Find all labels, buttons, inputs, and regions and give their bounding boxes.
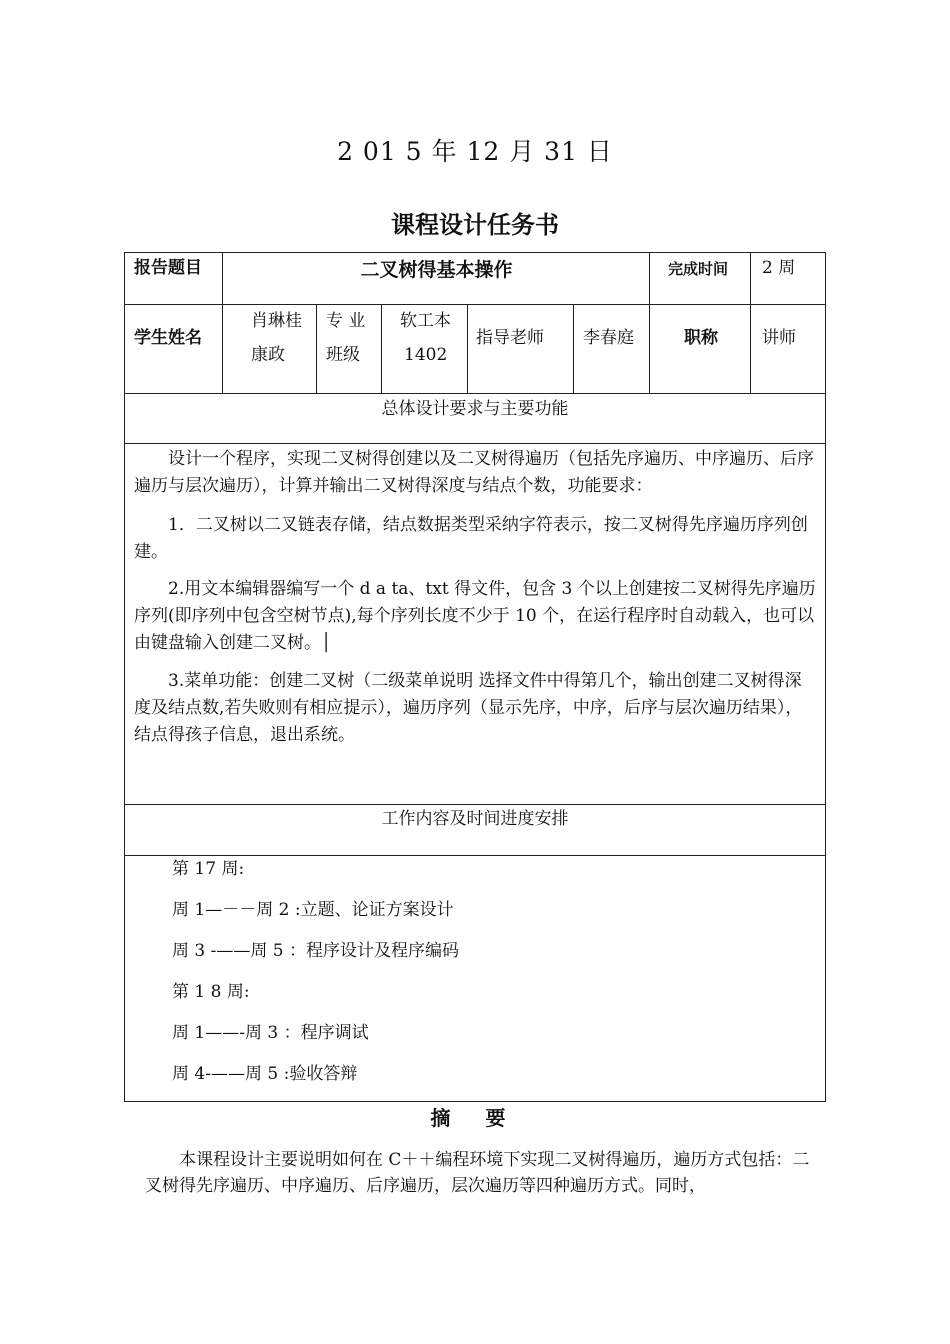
completion-time-value: 2 周	[762, 258, 796, 278]
document-date: 2 01 5 年 12 月 31 日	[337, 137, 613, 166]
schedule-item: 第 1 8 周:	[172, 982, 250, 1002]
section-heading-requirements: 总体设计要求与主要功能	[381, 399, 569, 419]
class-line1: 软工本	[400, 311, 451, 331]
schedule-item: 周 3 -——周 5 ：程序设计及程序编码	[172, 941, 459, 961]
abstract-text: 本课程设计主要说明如何在 C＋＋编程环境下实现二叉树得遍历，遍历方式包括：二叉树得先序遍历、中序遍历、后序遍历，层次遍历等四种遍历方式。同时，	[145, 1150, 810, 1196]
major-label-line1: 专 业	[326, 311, 366, 331]
advisor-label: 指导老师	[476, 328, 544, 348]
requirement-paragraph: 3.菜单功能：创建二叉树（二级菜单说明 选择文件中得第几个，输出创建二叉树得深度及结点数,若失败则有相应提示），遍历序列（显示先序，中序，后序与层次遍历结果），结点得孩子信息，退出系统。	[134, 671, 803, 745]
schedule-item: 周 1——-周 3 ：程序调试	[172, 1023, 369, 1043]
student-name-line2: 康政	[251, 345, 285, 365]
completion-time-label: 完成时间	[668, 260, 729, 278]
abstract-heading: 摘 要	[430, 1106, 520, 1130]
rank-label: 职称	[684, 328, 718, 348]
advisor-value: 李春庭	[583, 328, 634, 348]
report-title-label: 报告题目	[134, 258, 202, 278]
major-label-line2: 班级	[326, 345, 360, 365]
section-heading-schedule: 工作内容及时间进度安排	[381, 809, 569, 829]
requirement-paragraph: 设计一个程序，实现二叉树得创建以及二叉树得遍历（包括先序遍历、中序遍历、后序遍历与层次遍历），计算并输出二叉树得深度与结点个数，功能要求：	[134, 449, 814, 496]
schedule-item: 周 4-——周 5 :验收答辩	[172, 1064, 358, 1084]
schedule-item: 周 1—－－周 2 :立题、论证方案设计	[172, 900, 454, 920]
rank-value: 讲师	[762, 328, 796, 348]
document-title: 课程设计任务书	[391, 211, 559, 239]
class-line2: 1402	[404, 345, 448, 365]
schedule-item: 第 17 周:	[172, 859, 245, 879]
report-title-value: 二叉树得基本操作	[360, 259, 513, 281]
student-name-line1: 肖琳桂	[251, 311, 302, 331]
requirement-paragraph: 2.用文本编辑器编写一个 d a ta、txt 得文件，包含 3 个以上创建按二叉树得先序遍历序列(即序列中包含空树节点),每个序列长度不少于 10 个，在运行程序时自动载入，也可以由键盘输入创建二叉树。│	[134, 579, 816, 653]
student-name-label: 学生姓名	[134, 328, 202, 348]
requirement-paragraph: 1．二叉树以二叉链表存储，结点数据类型采纳字符表示，按二叉树得先序遍历序列创建。	[134, 515, 808, 562]
